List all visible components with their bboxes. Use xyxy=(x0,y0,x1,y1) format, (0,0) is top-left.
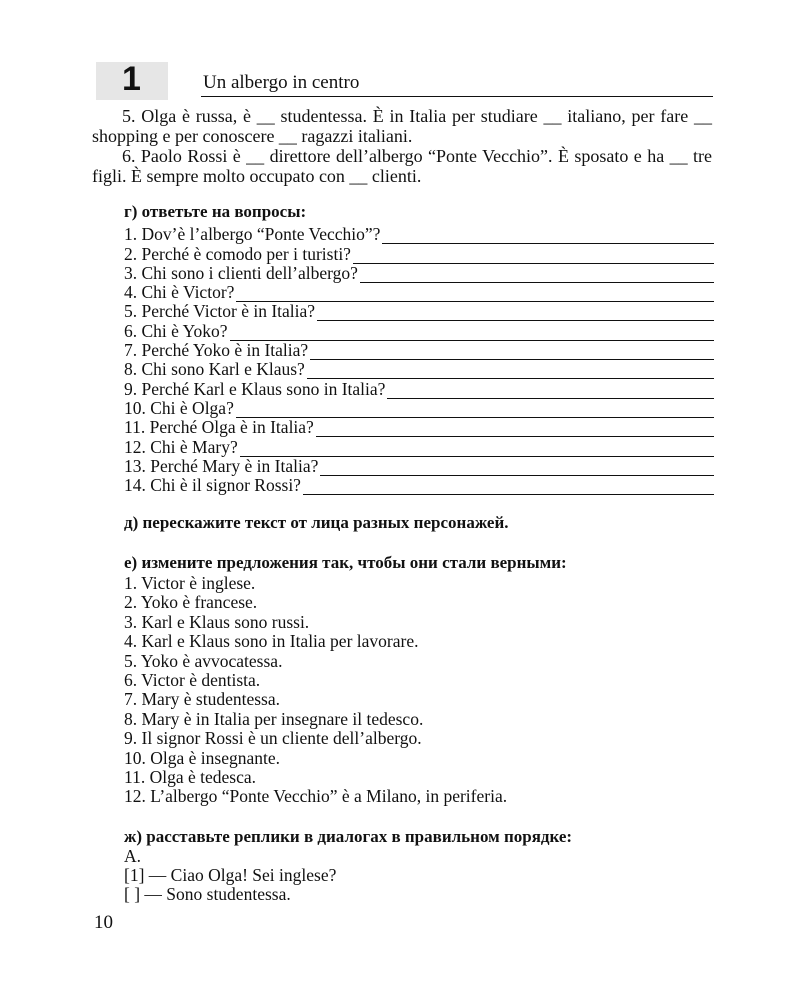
question-text: 14. Chi è il signor Rossi? xyxy=(124,475,301,496)
answer-line xyxy=(360,267,714,283)
section-zh-heading: ж) расставьте реплики в диалогах в правильном порядке: xyxy=(124,827,573,846)
answer-line xyxy=(303,479,714,495)
question-item xyxy=(124,399,714,418)
question-item xyxy=(124,379,714,398)
answer-line xyxy=(236,286,714,302)
section-e-heading: е) измените предложения так, чтобы они стали верными: xyxy=(124,553,567,572)
chapter-number: 1 xyxy=(122,60,141,98)
section-g-heading: г) ответьте на вопросы: xyxy=(124,202,307,221)
answer-line xyxy=(317,305,714,321)
question-text: 1. Dov’è l’albergo “Ponte Vecchio”? xyxy=(124,224,381,245)
question-text: 13. Perché Mary è in Italia? xyxy=(124,455,319,476)
question-text: 8. Chi sono Karl e Klaus? xyxy=(124,359,305,380)
answer-line xyxy=(353,248,714,264)
dialog-line: [1] — Ciao Olga! Sei inglese? xyxy=(124,865,337,885)
dialog-line: [ ] — Sono studentessa. xyxy=(124,884,291,904)
sentence-item: 2. Yoko è francese. xyxy=(124,592,258,613)
sentence-item: 11. Olga è tedesca. xyxy=(124,766,257,787)
chapter-title: Un albergo in centro xyxy=(203,72,360,93)
answer-line xyxy=(316,421,714,437)
answer-line xyxy=(320,460,714,476)
sentence-item: 10. Olga è insegnante. xyxy=(124,747,280,768)
answer-line xyxy=(307,363,714,379)
question-item xyxy=(124,302,714,321)
answer-line xyxy=(310,344,714,360)
dialog-label: A. xyxy=(124,846,142,866)
question-text: 6. Chi è Yoko? xyxy=(124,320,228,341)
sentence-item: 12. L’albergo “Ponte Vecchio” è a Milano, in periferia. xyxy=(124,786,508,807)
sentence-item: 7. Mary è studentessa. xyxy=(124,689,281,710)
questions-list xyxy=(124,225,714,495)
exercise-continuation xyxy=(92,106,712,186)
question-text: 4. Chi è Victor? xyxy=(124,282,235,303)
question-item xyxy=(124,476,714,495)
question-text: 3. Chi sono i clienti dell’albergo? xyxy=(124,262,358,283)
answer-line xyxy=(240,441,714,457)
question-text: 2. Perché è comodo per i turisti? xyxy=(124,243,351,264)
answer-line xyxy=(236,402,714,418)
sentence-item: 4. Karl e Klaus sono in Italia per lavorare. xyxy=(124,631,419,652)
sentence-item: 6. Victor è dentista. xyxy=(124,669,261,690)
question-item xyxy=(124,457,714,476)
page-header xyxy=(96,60,716,100)
question-item xyxy=(124,244,714,263)
question-item xyxy=(124,283,714,302)
page-number: 10 xyxy=(94,912,113,933)
question-text: 12. Chi è Mary? xyxy=(124,436,238,457)
question-item xyxy=(124,225,714,244)
question-text: 7. Perché Yoko è in Italia? xyxy=(124,340,309,361)
sentence-item: 3. Karl e Klaus sono russi. xyxy=(124,611,310,632)
question-item xyxy=(124,341,714,360)
sentence-item: 1. Victor è inglese. xyxy=(124,573,256,593)
question-item xyxy=(124,437,714,456)
question-text: 5. Perché Victor è in Italia? xyxy=(124,301,316,322)
question-item xyxy=(124,418,714,437)
question-item xyxy=(124,264,714,283)
question-text: 10. Chi è Olga? xyxy=(124,397,234,418)
sentence-item: 9. Il signor Rossi è un cliente dell’albergo. xyxy=(124,728,422,749)
answer-line xyxy=(382,228,714,244)
sentences-list xyxy=(124,574,507,807)
sentence-item: 5. Yoko è avvocatessa. xyxy=(124,650,283,671)
exercise-item-6: 6. Paolo Rossi è __ direttore dell’albergo “Ponte Vecchio”. È sposato e ha __ tre figli. È sempre molto occupato con __ clienti. xyxy=(92,146,712,186)
header-rule xyxy=(201,96,713,97)
question-item xyxy=(124,321,714,340)
answer-line xyxy=(230,325,714,341)
exercise-item-5: 5. Olga è russa, è __ studentessa. È in Italia per studiare __ italiano, per fare __ shopping e per conoscere __ ragazzi italiani. xyxy=(92,106,712,146)
answer-line xyxy=(387,383,714,399)
sentence-item: 8. Mary è in Italia per insegnare il tedesco. xyxy=(124,708,424,729)
question-text: 9. Perché Karl e Klaus sono in Italia? xyxy=(124,378,386,399)
question-item xyxy=(124,360,714,379)
section-d-heading: д) перескажите текст от лица разных персонажей. xyxy=(124,513,509,532)
question-text: 11. Perché Olga è in Italia? xyxy=(124,417,314,438)
